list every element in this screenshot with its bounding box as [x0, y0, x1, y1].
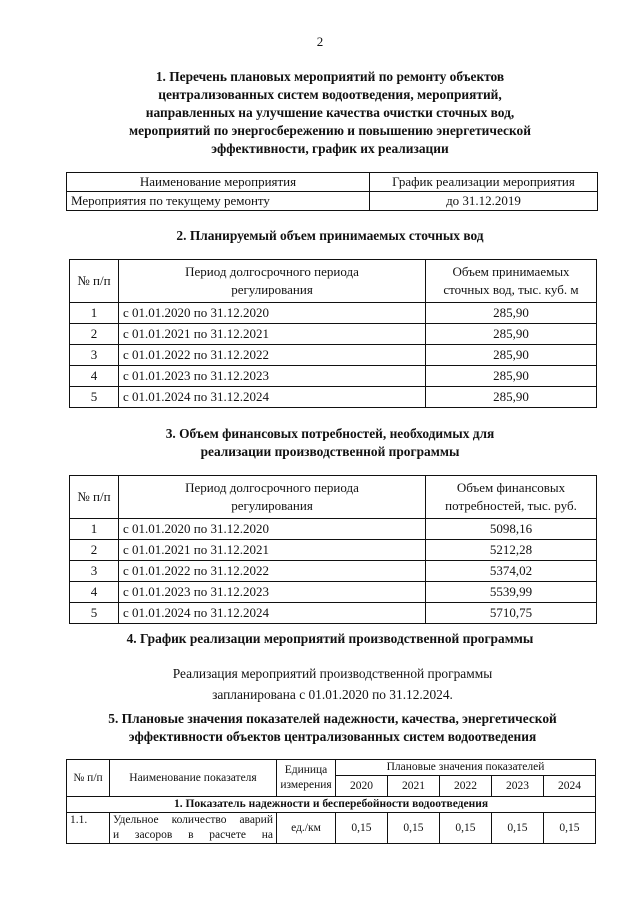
- table-header: № п/п Период долгосрочного периода регулирования Объем принимаемых сточных вод, тыс. куб. м: [70, 260, 597, 303]
- section2-title: 2. Планируемый объем принимаемых сточных вод: [176, 228, 484, 243]
- table-header: № п/п Наименование показателя Единица измерения Плановые значения показателей: [67, 760, 596, 776]
- wastewater-volume-table: [69, 259, 597, 408]
- table-header: № п/п Период долгосрочного периода регулирования Объем финансовых потребностей, тыс. руб.: [70, 476, 597, 519]
- table-row: 1 с 01.01.2020 по 31.12.2020 5098,16: [70, 519, 597, 540]
- table-row: 5 с 01.01.2024 по 31.12.2024 5710,75: [70, 603, 597, 624]
- table-row: 1 с 01.01.2020 по 31.12.2020 285,90: [70, 303, 597, 324]
- table-row: 4 с 01.01.2023 по 31.12.2023 285,90: [70, 366, 597, 387]
- table-header: Наименование мероприятия График реализации мероприятия: [67, 173, 598, 192]
- section4-title: 4. График реализации мероприятий производственной программы: [126, 631, 534, 646]
- section1-title: 1. Перечень плановых мероприятий по ремонту объектов централизованных систем водоотведения, мероприятий, направленных на улучшение качества очистки сточных вод, мероприятий по энергосбережению и повышению энергетической эффективности, график их реализации: [129, 69, 531, 156]
- table-header-years: 2020 2021 2022 2023 2024: [67, 776, 596, 797]
- section5-title: 5. Плановые значения показателей надежности, качества, энергетической эффективности объектов централизованных систем водоотведения: [108, 711, 557, 744]
- section4-text: Реализация мероприятий производственной программы запланирована с 01.01.2020 по 31.12.2024.: [172, 666, 493, 702]
- table-row: 3 с 01.01.2022 по 31.12.2022 285,90: [70, 345, 597, 366]
- table-row: 1.1. Удельное количество аварий и засоров в расчете на ед./км 0,15 0,15 0,15 0,15 0,15: [67, 813, 596, 844]
- activities-table: [66, 172, 598, 211]
- table-row: 4 с 01.01.2023 по 31.12.2023 5539,99: [70, 582, 597, 603]
- indicator-name: Удельное количество аварий и засоров в расчете на: [110, 813, 277, 844]
- table-row: Мероприятия по текущему ремонту до 31.12.2019: [67, 192, 598, 211]
- table-row: 2 с 01.01.2021 по 31.12.2021 5212,28: [70, 540, 597, 561]
- table-row: 2 с 01.01.2021 по 31.12.2021 285,90: [70, 324, 597, 345]
- table-row: 5 с 01.01.2024 по 31.12.2024 285,90: [70, 387, 597, 408]
- section3-title: 3. Объем финансовых потребностей, необходимых для реализации производственной программы: [165, 426, 495, 459]
- indicators-table: [66, 759, 596, 844]
- table-subheader: 1. Показатель надежности и бесперебойности водоотведения: [67, 797, 596, 813]
- page-number: 2: [316, 34, 324, 49]
- financial-needs-table: [69, 475, 597, 624]
- table-row: 3 с 01.01.2022 по 31.12.2022 5374,02: [70, 561, 597, 582]
